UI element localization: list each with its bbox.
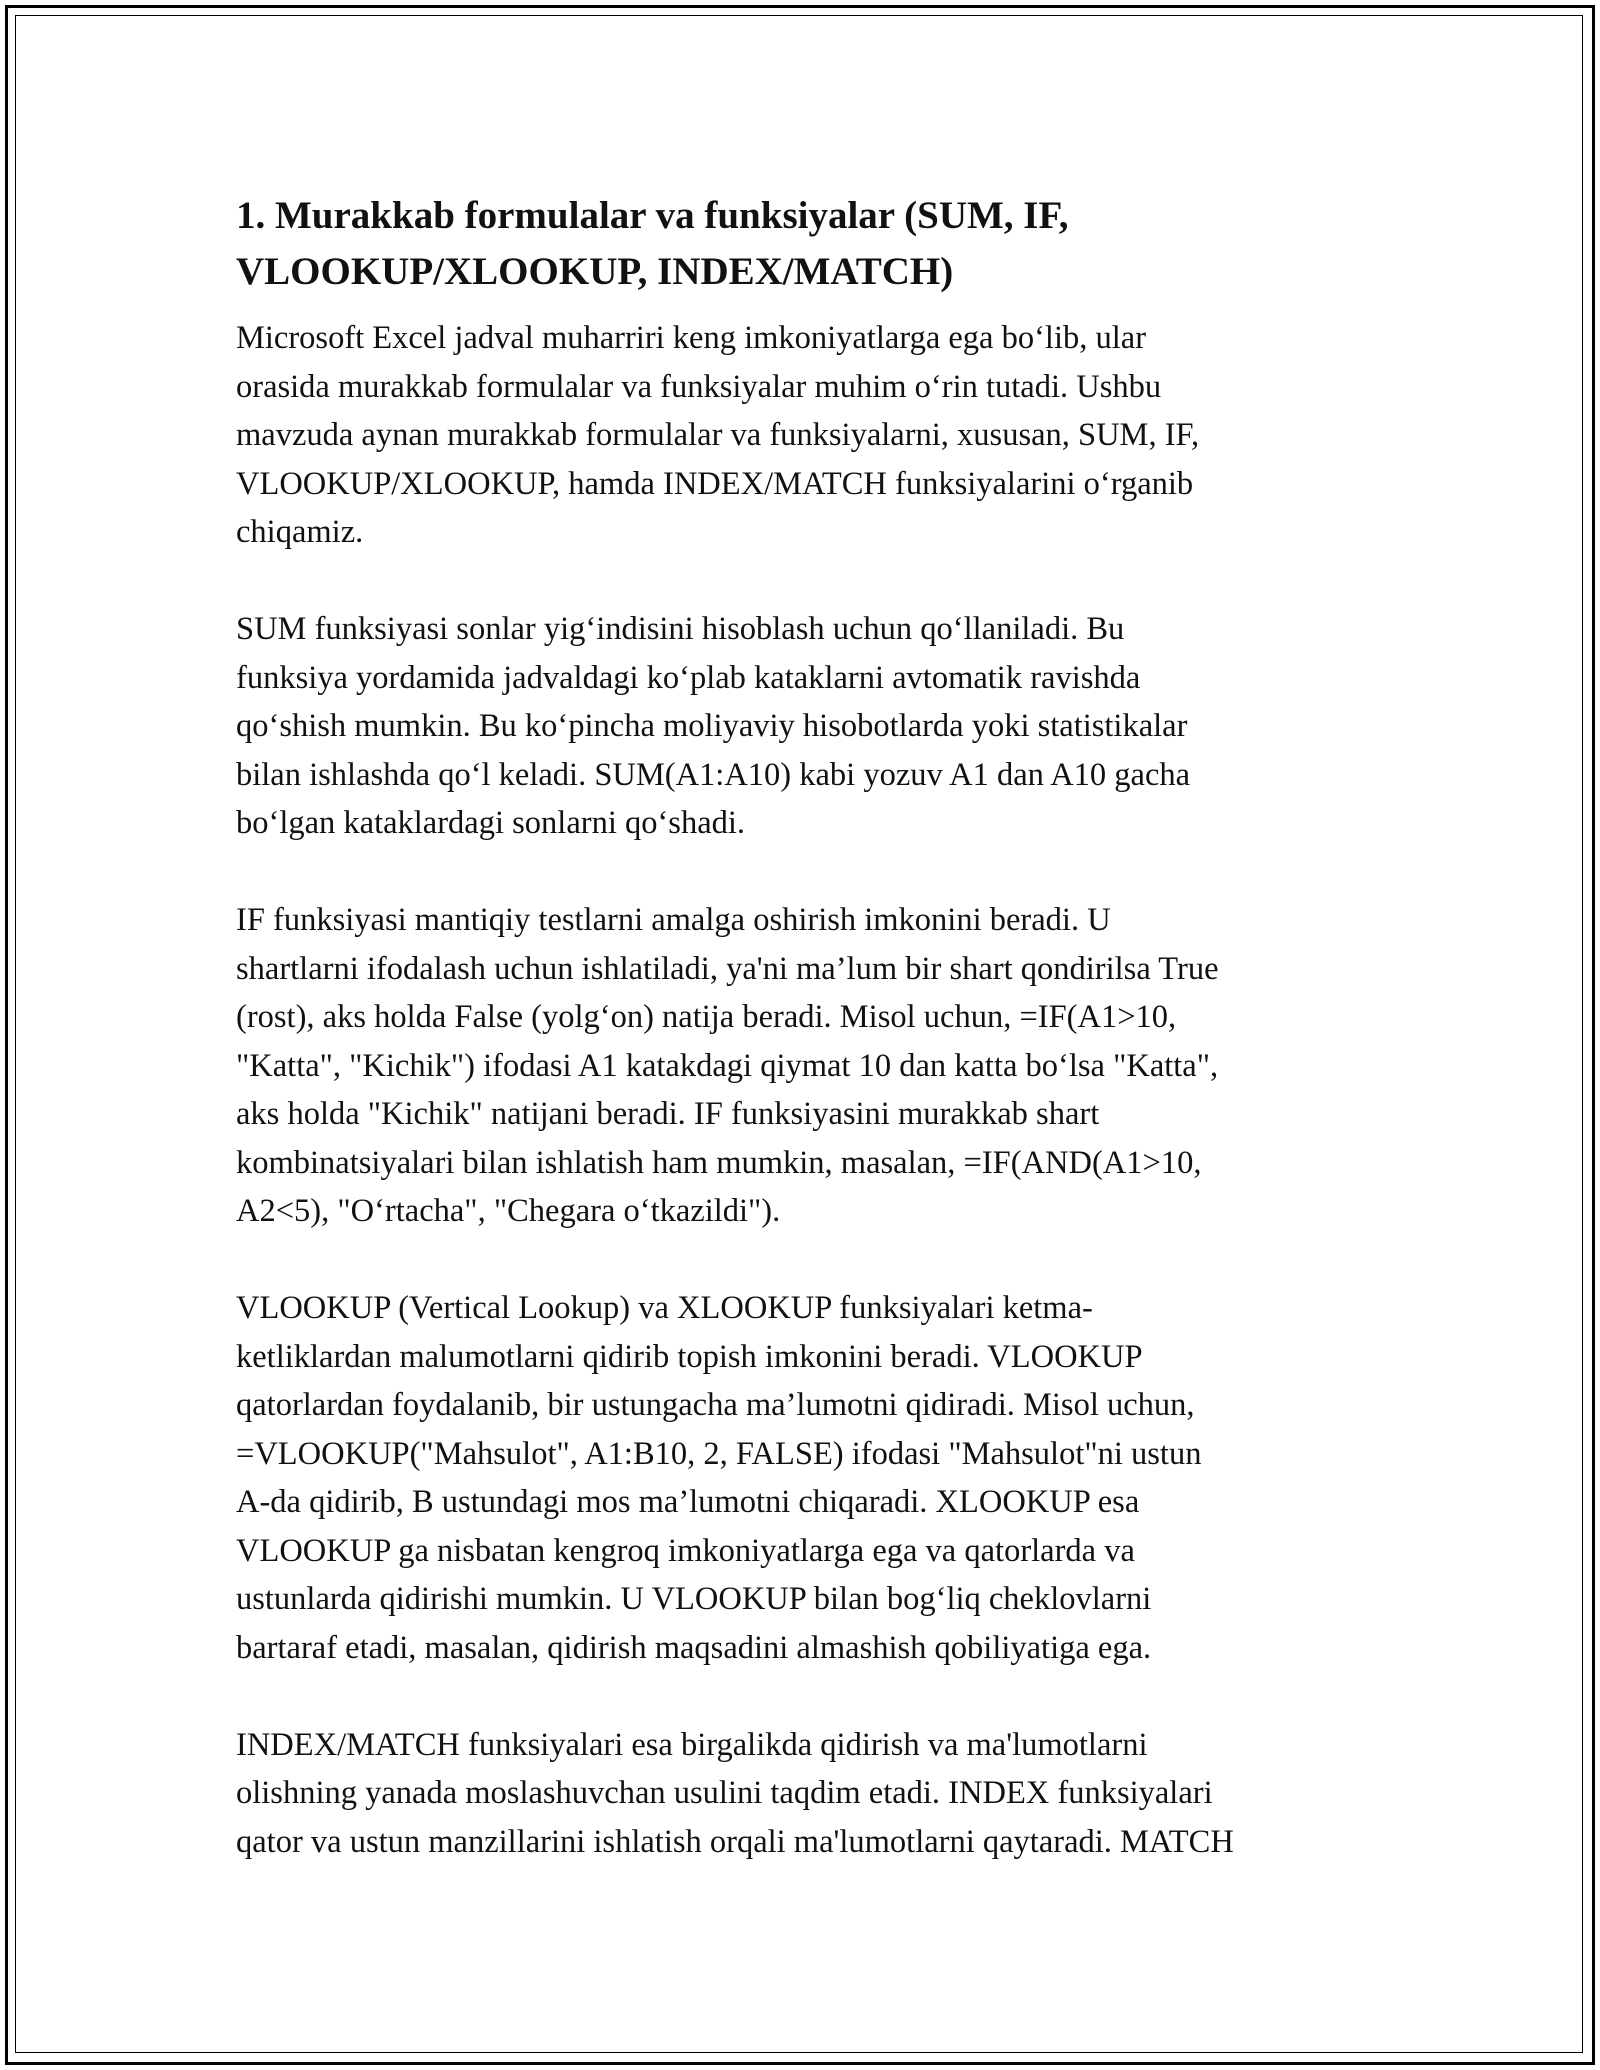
paragraph-if: IF funksiyasi mantiqiy testlarni amalga oshirish imkonini beradi. U shartlarni ifodalash uchun ishlatiladi, ya'ni ma’lum bir shart qondirilsa True (rost), aks holda False (yolg‘on) natija beradi. Misol uchun, =IF(A1>10, "Katta", "Kichik") ifodasi A1 katakdagi qiymat 10 dan katta bo‘lsa "Katta", aks holda "Kichik" natijani beradi. IF funksiyasini murakkab shart kombinatsiyalari bilan ishlatish ham mumkin, masalan, =IF(AND(A1>10, A2<5), "O‘rtacha", "Chegara o‘tkazildi").	[236, 902, 1219, 1229]
document-body	[236, 188, 1386, 1915]
paragraph-sum: SUM funksiyasi sonlar yig‘indisini hisoblash uchun qo‘llaniladi. Bu funksiya yordamida jadvaldagi ko‘plab kataklarni avtomatik ravishda qo‘shish mumkin. Bu ko‘pincha moliyaviy hisobotlarda yoki statistikalar bilan ishlashda qo‘l keladi. SUM(A1:A10) kabi yozuv A1 dan A10 gacha bo‘lgan kataklardagi sonlarni qo‘shadi.	[236, 611, 1191, 841]
paragraph-index-match: INDEX/MATCH funksiyalari esa birgalikda qidirish va ma'lumotlarni olishning yanada moslashuvchan usulini taqdim etadi. INDEX funksiyalari qator va ustun manzillarini ishlatish orqali ma'lumotlarni qaytaradi. MATCH	[236, 1726, 1234, 1860]
section-heading: 1. Murakkab formulalar va funksiyalar (SUM, IF, VLOOKUP/XLOOKUP, INDEX/MATCH)	[236, 194, 1069, 293]
paragraph-intro: Microsoft Excel jadval muharriri keng imkoniyatlarga ega bo‘lib, ular orasida murakkab formulalar va funksiyalar muhim o‘rin tutadi. Ushbu mavzuda aynan murakkab formulalar va funksiyalarni, xususan, SUM, IF, VLOOKUP/XLOOKUP, hamda INDEX/MATCH funksiyalarini o‘rganib chiqamiz.	[236, 320, 1200, 550]
paragraph-vlookup-xlookup: VLOOKUP (Vertical Lookup) va XLOOKUP funksiyalari ketma- ketliklardan malumotlarni qidirib topish imkonini beradi. VLOOKUP qatorlardan foydalanib, bir ustungacha ma’lumotni qidiradi. Misol uchun, =VLOOKUP("Mahsulot", A1:B10, 2, FALSE) ifodasi "Mahsulot"ni ustun A-da qidirib, B ustundagi mos ma’lumotni chiqaradi. XLOOKUP esa VLOOKUP ga nisbatan kengroq imkoniyatlarga ega va qatorlarda va ustunlarda qidirishi mumkin. U VLOOKUP bilan bog‘liq cheklovlarni bartaraf etadi, masalan, qidirish maqsadini almashish qobiliyatiga ega.	[236, 1290, 1202, 1666]
